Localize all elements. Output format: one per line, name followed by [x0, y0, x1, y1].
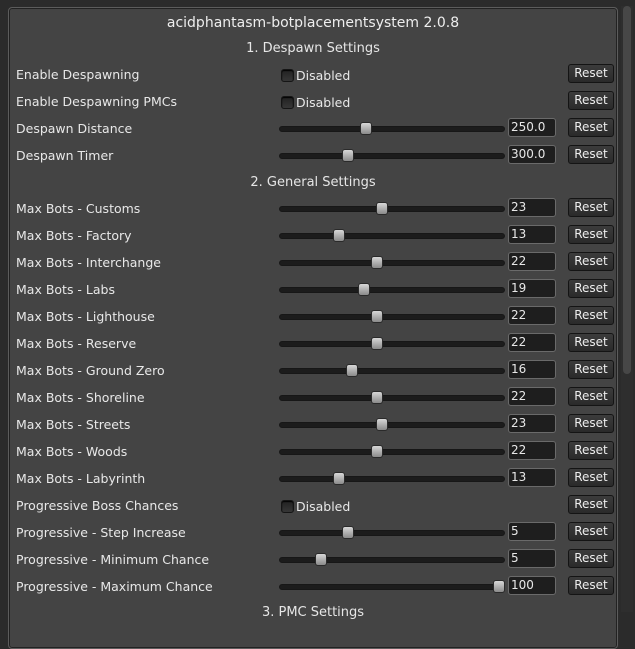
reset-button[interactable]: Reset: [568, 495, 614, 514]
value-slider[interactable]: [279, 282, 505, 296]
setting-row-max-bots-streets: [9, 414, 617, 436]
value-input[interactable]: 19: [508, 279, 556, 298]
reset-button[interactable]: Reset: [568, 468, 614, 487]
setting-label: Despawn Distance: [16, 121, 133, 136]
slider-thumb[interactable]: [371, 310, 383, 323]
value-input[interactable]: 22: [508, 333, 556, 352]
setting-row-max-bots-factory: [9, 225, 617, 247]
reset-button[interactable]: Reset: [568, 64, 614, 83]
toggle-checkbox[interactable]: [281, 68, 350, 83]
reset-button[interactable]: Reset: [568, 360, 614, 379]
checkbox-box[interactable]: [281, 500, 294, 513]
value-input[interactable]: 5: [508, 549, 556, 568]
slider-track[interactable]: [279, 260, 505, 266]
slider-thumb[interactable]: [342, 526, 354, 539]
slider-track[interactable]: [279, 476, 505, 482]
setting-row-max-bots-labs: [9, 279, 617, 301]
slider-thumb[interactable]: [371, 391, 383, 404]
toggle-checkbox[interactable]: [281, 95, 350, 110]
setting-label: Max Bots - Interchange: [16, 255, 161, 270]
value-slider[interactable]: [279, 121, 505, 135]
checkbox-box[interactable]: [281, 96, 294, 109]
slider-track[interactable]: [279, 395, 505, 401]
value-input[interactable]: 22: [508, 441, 556, 460]
setting-label: Progressive Boss Chances: [16, 498, 179, 513]
setting-row-despawn-timer: [9, 145, 617, 167]
value-input[interactable]: 16: [508, 360, 556, 379]
setting-label: Max Bots - Labs: [16, 282, 115, 297]
slider-thumb[interactable]: [358, 283, 370, 296]
slider-thumb[interactable]: [360, 122, 372, 135]
reset-button[interactable]: Reset: [568, 576, 614, 595]
reset-button[interactable]: Reset: [568, 279, 614, 298]
setting-row-max-bots-reserve: [9, 333, 617, 355]
value-input[interactable]: 250.0: [508, 118, 556, 137]
setting-row-progressive-minimum-chance: [9, 549, 617, 571]
scrollbar-thumb[interactable]: [623, 6, 631, 374]
reset-button[interactable]: Reset: [568, 252, 614, 271]
slider-track[interactable]: [279, 206, 505, 212]
value-slider[interactable]: [279, 228, 505, 242]
setting-row-max-bots-ground-zero: [9, 360, 617, 382]
value-input[interactable]: 13: [508, 225, 556, 244]
reset-button[interactable]: Reset: [568, 522, 614, 541]
value-slider[interactable]: [279, 444, 505, 458]
slider-track[interactable]: [279, 422, 505, 428]
window-title: acidphantasm-botplacementsystem 2.0.8: [166, 15, 460, 31]
setting-label: Max Bots - Customs: [16, 201, 141, 216]
setting-label: Progressive - Maximum Chance: [16, 579, 213, 594]
setting-label: Max Bots - Streets: [16, 417, 131, 432]
value-input[interactable]: 22: [508, 387, 556, 406]
setting-label: Progressive - Minimum Chance: [16, 552, 210, 567]
value-slider[interactable]: [279, 417, 505, 431]
slider-thumb[interactable]: [315, 553, 327, 566]
value-slider[interactable]: [279, 336, 505, 350]
slider-thumb[interactable]: [493, 580, 505, 593]
value-slider[interactable]: [279, 148, 505, 162]
slider-track[interactable]: [279, 530, 505, 536]
reset-button[interactable]: Reset: [568, 441, 614, 460]
setting-label: Max Bots - Labyrinth: [16, 471, 146, 486]
section-header-general: 2. General Settings: [250, 175, 376, 190]
value-slider[interactable]: [279, 579, 505, 593]
slider-track[interactable]: [279, 126, 505, 132]
value-input[interactable]: 22: [508, 252, 556, 271]
setting-row-progressive-boss-chances: [9, 495, 617, 517]
setting-label: Despawn Timer: [16, 148, 114, 163]
section-header-despawn: 1. Despawn Settings: [246, 41, 380, 56]
slider-track[interactable]: [279, 153, 505, 159]
reset-button[interactable]: Reset: [568, 145, 614, 164]
setting-label: Max Bots - Lighthouse: [16, 309, 155, 324]
settings-panel: [8, 7, 618, 649]
setting-row-max-bots-customs: [9, 198, 617, 220]
slider-thumb[interactable]: [371, 445, 383, 458]
toggle-checkbox[interactable]: [281, 499, 350, 514]
toggle-state-label: Disabled: [296, 499, 351, 514]
checkbox-box[interactable]: [281, 69, 294, 82]
reset-button[interactable]: Reset: [568, 333, 614, 352]
setting-row-max-bots-interchange: [9, 252, 617, 274]
slider-track[interactable]: [279, 584, 505, 590]
value-input[interactable]: 5: [508, 522, 556, 541]
setting-label: Enable Despawning: [16, 67, 140, 82]
value-slider[interactable]: [279, 363, 505, 377]
value-input[interactable]: 13: [508, 468, 556, 487]
slider-track[interactable]: [279, 287, 505, 293]
setting-label: Max Bots - Ground Zero: [16, 363, 165, 378]
value-input[interactable]: 23: [508, 198, 556, 217]
reset-button[interactable]: Reset: [568, 414, 614, 433]
setting-label: Max Bots - Reserve: [16, 336, 137, 351]
vertical-scrollbar[interactable]: [621, 6, 633, 612]
setting-row-progressive-step-increase: [9, 522, 617, 544]
reset-button[interactable]: Reset: [568, 91, 614, 110]
setting-row-progressive-maximum-chance: [9, 576, 617, 598]
reset-button[interactable]: Reset: [568, 225, 614, 244]
slider-thumb[interactable]: [376, 202, 388, 215]
value-slider[interactable]: [279, 525, 505, 539]
setting-row-max-bots-shoreline: [9, 387, 617, 409]
reset-button[interactable]: Reset: [568, 198, 614, 217]
slider-track[interactable]: [279, 314, 505, 320]
slider-thumb[interactable]: [371, 256, 383, 269]
setting-label: Max Bots - Woods: [16, 444, 128, 459]
value-slider[interactable]: [279, 255, 505, 269]
slider-track[interactable]: [279, 341, 505, 347]
value-input[interactable]: 23: [508, 414, 556, 433]
setting-row-max-bots-lighthouse: [9, 306, 617, 328]
setting-label: Enable Despawning PMCs: [16, 94, 177, 109]
slider-track[interactable]: [279, 368, 505, 374]
value-slider[interactable]: [279, 309, 505, 323]
setting-row-max-bots-woods: [9, 441, 617, 463]
value-slider[interactable]: [279, 201, 505, 215]
slider-track[interactable]: [279, 233, 505, 239]
reset-button[interactable]: Reset: [568, 387, 614, 406]
slider-thumb[interactable]: [346, 364, 358, 377]
reset-button[interactable]: Reset: [568, 306, 614, 325]
value-input[interactable]: 22: [508, 306, 556, 325]
value-slider[interactable]: [279, 390, 505, 404]
slider-thumb[interactable]: [376, 418, 388, 431]
setting-row-max-bots-labyrinth: [9, 468, 617, 490]
section-header-pmc: 3. PMC Settings: [261, 605, 365, 620]
slider-track[interactable]: [279, 449, 505, 455]
value-slider[interactable]: [279, 552, 505, 566]
value-input[interactable]: 300.0: [508, 145, 556, 164]
value-slider[interactable]: [279, 471, 505, 485]
toggle-state-label: Disabled: [296, 68, 351, 83]
reset-button[interactable]: Reset: [568, 549, 614, 568]
value-input[interactable]: 100: [508, 576, 556, 595]
toggle-state-label: Disabled: [296, 95, 351, 110]
slider-track[interactable]: [279, 557, 505, 563]
reset-button[interactable]: Reset: [568, 118, 614, 137]
setting-label: Max Bots - Factory: [16, 228, 132, 243]
setting-label: Max Bots - Shoreline: [16, 390, 145, 405]
slider-thumb[interactable]: [342, 149, 354, 162]
setting-label: Progressive - Step Increase: [16, 525, 186, 540]
slider-thumb[interactable]: [371, 337, 383, 350]
slider-thumb[interactable]: [333, 472, 345, 485]
slider-thumb[interactable]: [333, 229, 345, 242]
setting-row-enable-despawning-pmcs: [9, 91, 617, 113]
setting-row-despawn-distance: [9, 118, 617, 140]
setting-row-enable-despawning: [9, 64, 617, 86]
